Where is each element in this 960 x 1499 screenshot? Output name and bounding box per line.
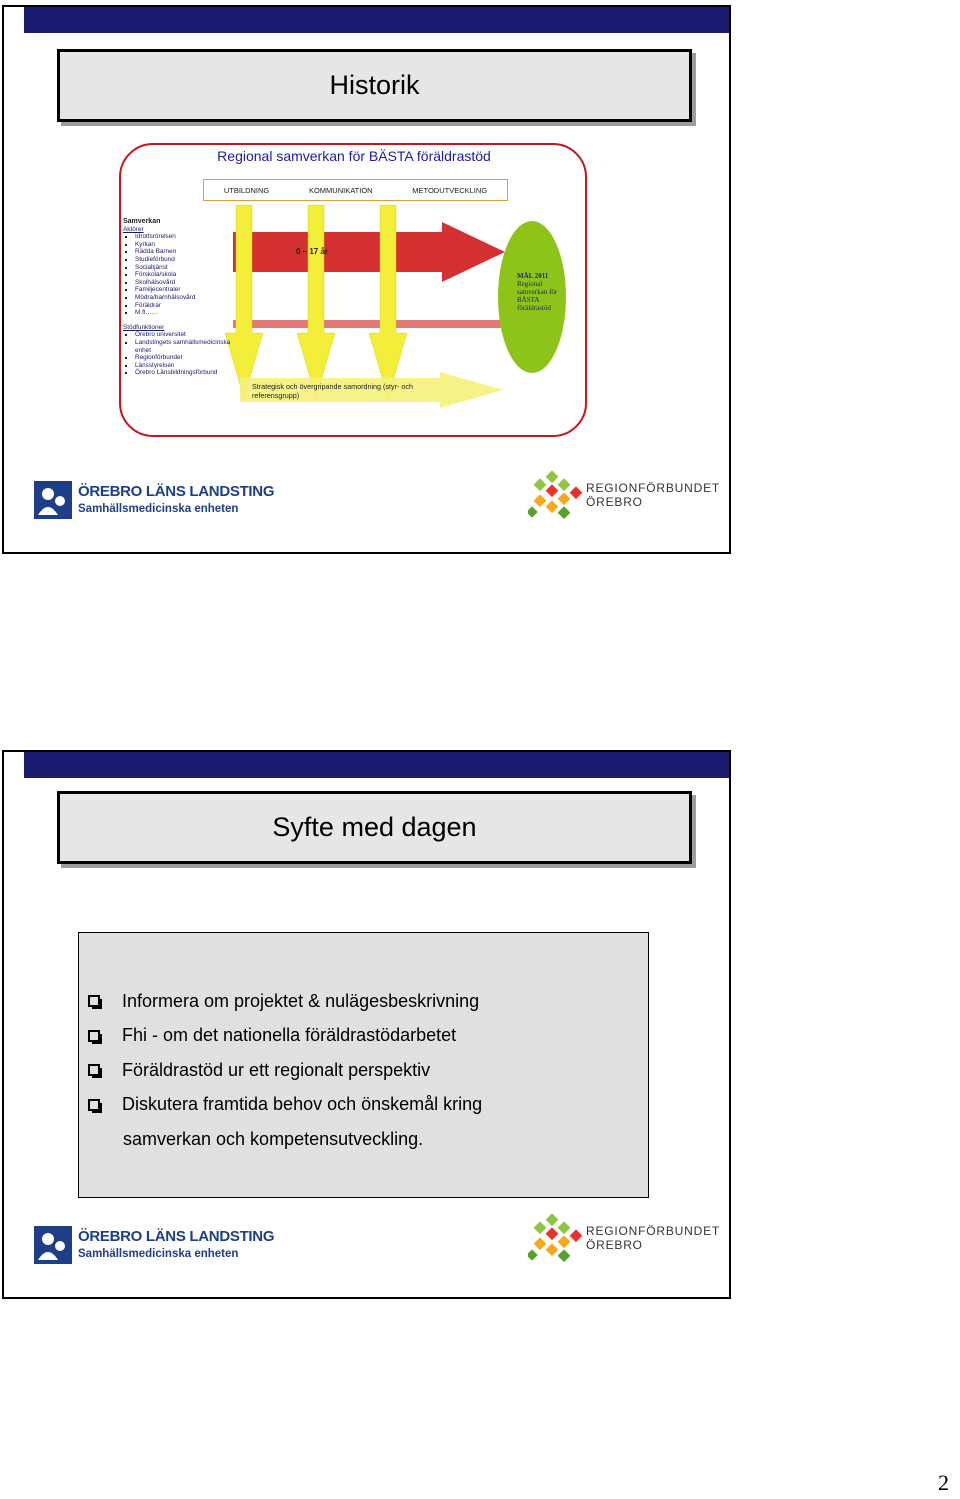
landsting-unit: Samhällsmedicinska enheten bbox=[78, 1248, 239, 1260]
support-item: ▪ Örebro Länsbildningsförbund bbox=[135, 369, 233, 377]
goal-title: MÅL 2011 bbox=[517, 272, 549, 280]
slide-title: Syfte med dagen bbox=[57, 791, 692, 864]
goal-description: Regional samverkan för BÄSTA föräldrastöd bbox=[517, 280, 558, 312]
support-item: ▪ Landstingets samhällsmedicinska enhet bbox=[135, 339, 233, 354]
actor-item: ▪ Familjecentraler bbox=[135, 286, 233, 294]
actor-item: ▪ Förskola/skola bbox=[135, 271, 233, 279]
diagram-title: Regional samverkan för BÄSTA föräldrastöd bbox=[217, 148, 491, 164]
support-item: ▪ Länsstyrelsen bbox=[135, 362, 233, 370]
actor-item: ▪ Kyrkan bbox=[135, 241, 233, 249]
landsting-emblem-icon bbox=[34, 1226, 74, 1266]
agenda-item: Informera om projektet & nulägesbeskrivning bbox=[88, 984, 628, 1019]
agenda-item: Diskutera framtida behov och önskemål kring bbox=[88, 1088, 628, 1123]
actor-item: ▪ Föräldrar bbox=[135, 302, 233, 310]
tab-kommunikation: KOMMUNIKATION bbox=[308, 185, 373, 195]
slide-header-bar bbox=[24, 752, 729, 778]
landsting-unit: Samhällsmedicinska enheten bbox=[78, 503, 239, 515]
actors-list bbox=[123, 218, 233, 377]
slide-title: Historik bbox=[57, 49, 692, 122]
regionforbundet-name: REGIONFÖRBUNDET bbox=[586, 481, 721, 495]
checkbox-icon bbox=[88, 1064, 100, 1076]
actor-item: ▪ Mödra/barnhälsovård bbox=[135, 294, 233, 302]
landsting-emblem-icon bbox=[34, 481, 74, 521]
regionforbundet-name: REGIONFÖRBUNDET bbox=[586, 1224, 721, 1238]
actors-heading: Aktörer bbox=[123, 225, 144, 233]
age-label: 0 – 17 år bbox=[296, 247, 329, 256]
regionforbundet-city: ÖREBRO bbox=[586, 1238, 643, 1252]
agenda-list bbox=[88, 984, 628, 1156]
landsting-name: ÖREBRO LÄNS LANDSTING bbox=[78, 483, 275, 500]
checkbox-icon bbox=[88, 1030, 100, 1042]
tab-utbildning: UTBILDNING bbox=[223, 185, 270, 195]
checkbox-icon bbox=[88, 1099, 100, 1111]
goal-text bbox=[517, 272, 567, 312]
tab-metodutveckling: METODUTVECKLING bbox=[412, 185, 488, 195]
red-arrow-3 bbox=[233, 320, 505, 328]
page-number: 2 bbox=[938, 1470, 949, 1495]
agenda-item: Föräldrastöd ur ett regionalt perspektiv bbox=[88, 1053, 628, 1088]
actor-item: ▪ Idrottsrörelsen bbox=[135, 233, 233, 241]
red-arrows bbox=[233, 222, 505, 350]
regionforbundet-flower-icon bbox=[528, 470, 584, 522]
actor-item: ▪ M.fl…… bbox=[135, 309, 233, 317]
agenda-item-continuation: samverkan och kompetensutveckling. bbox=[123, 1128, 424, 1149]
actor-item: ▪ Studieförbund bbox=[135, 256, 233, 264]
regionforbundet-flower-icon bbox=[528, 1213, 584, 1265]
actor-item: ▪ Skolhälsovård bbox=[135, 279, 233, 287]
regionforbundet-city: ÖREBRO bbox=[586, 495, 643, 509]
support-heading: Stödfunktioner bbox=[123, 323, 165, 331]
support-item: ▪ Örebro universitet bbox=[135, 331, 233, 339]
checkbox-icon bbox=[88, 995, 100, 1007]
red-arrow-1 bbox=[233, 222, 505, 282]
support-item: ▪ Regionförbundet bbox=[135, 354, 233, 362]
regionforbundet-logo bbox=[528, 1213, 721, 1265]
samverkan-heading: Samverkan bbox=[123, 218, 161, 225]
landsting-name: ÖREBRO LÄNS LANDSTING bbox=[78, 1228, 275, 1245]
landsting-logo bbox=[34, 1225, 274, 1267]
agenda-item: Fhi - om det nationella föräldrastödarbetet bbox=[88, 1019, 628, 1054]
strategy-text: Strategisk och övergripande samordning (styr- och referensgrupp) bbox=[252, 382, 413, 400]
regionforbundet-logo bbox=[528, 470, 721, 522]
landsting-logo bbox=[34, 480, 274, 522]
actor-item: ▪ Rädda Barnen bbox=[135, 248, 233, 256]
actor-item: ▪ Socialtjänst bbox=[135, 264, 233, 272]
